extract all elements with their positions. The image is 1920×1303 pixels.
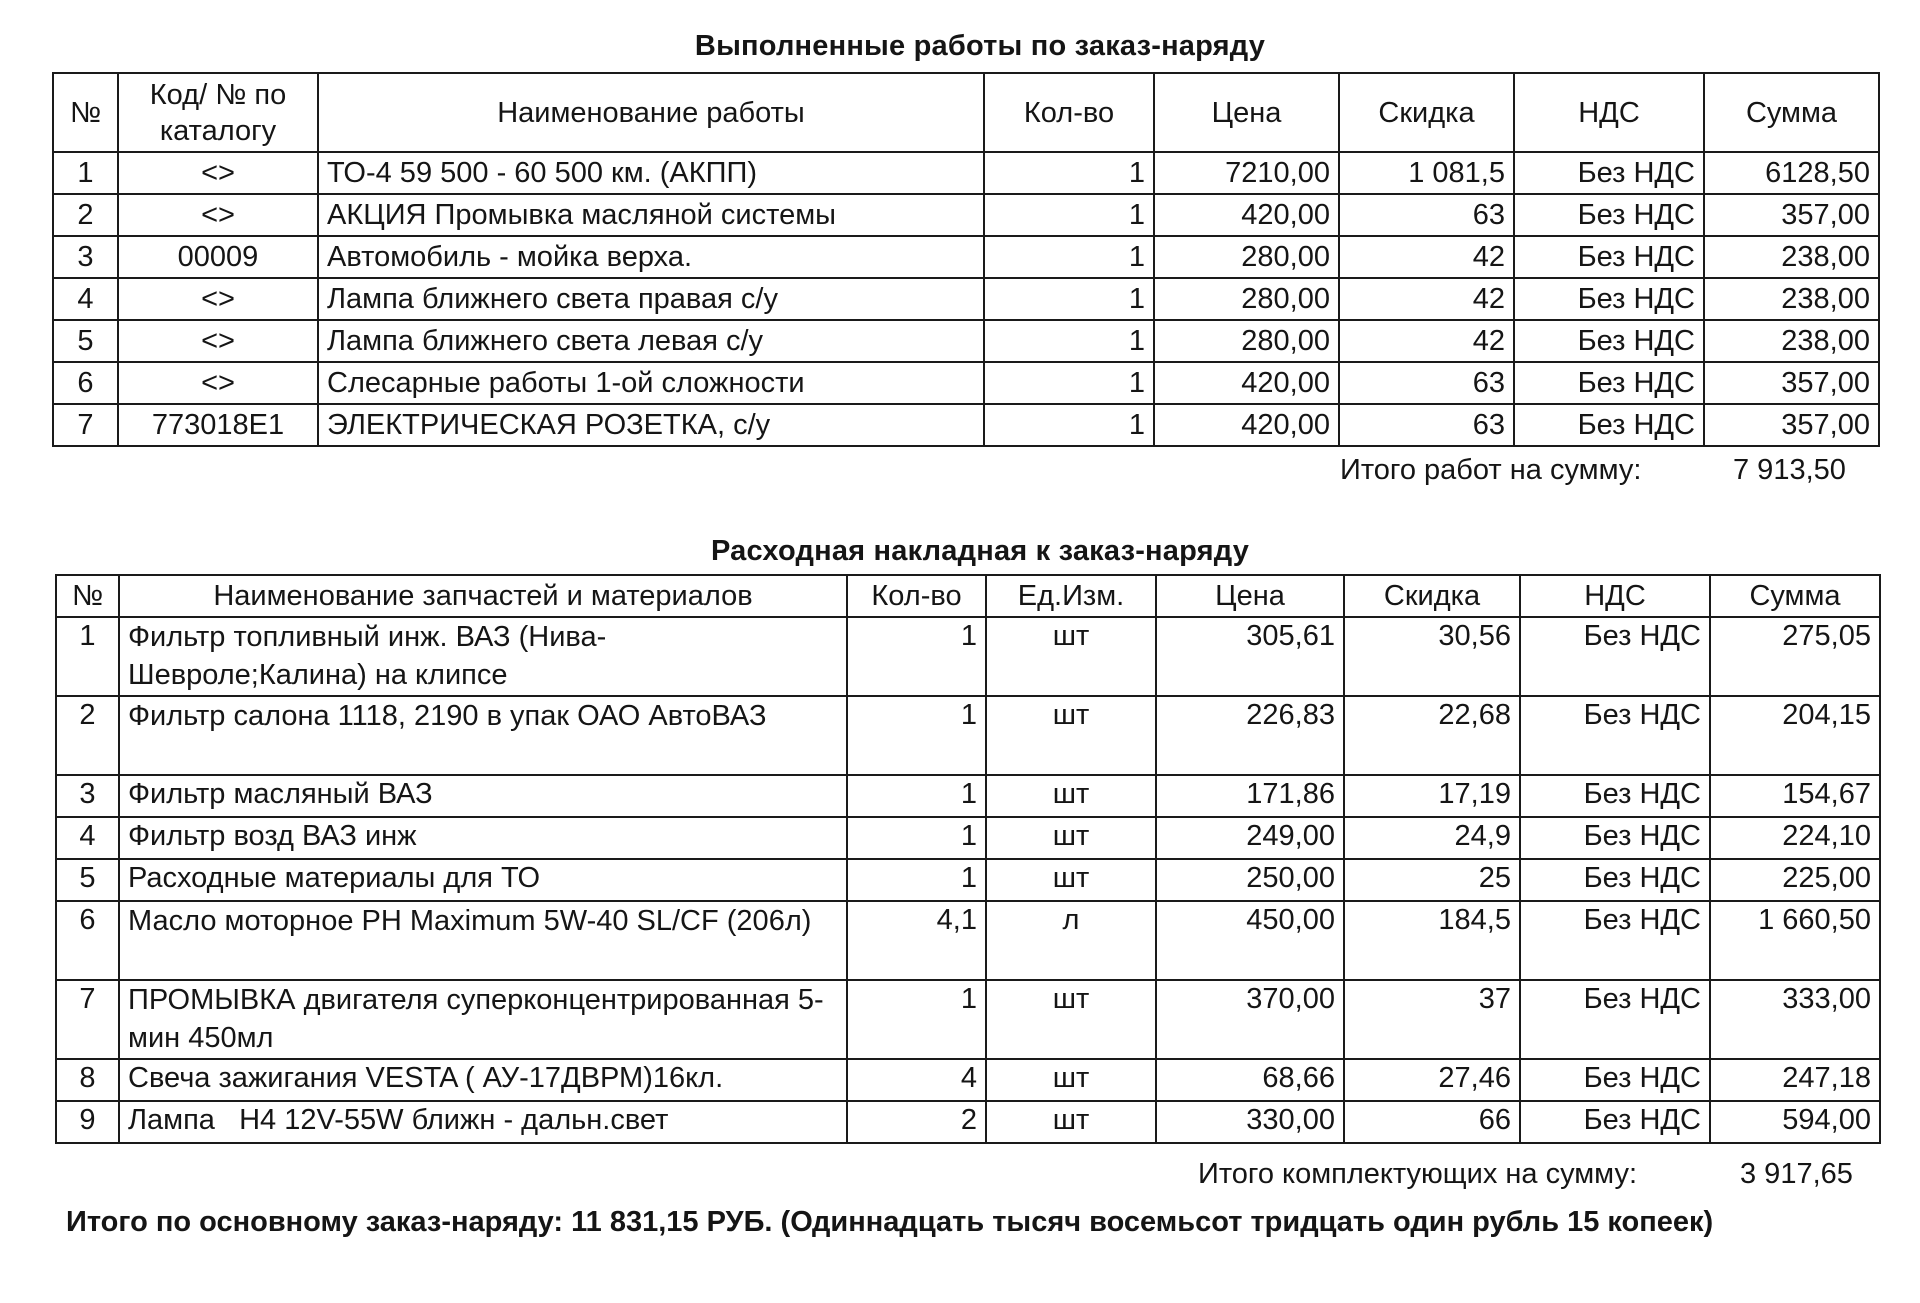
row-price: 280,00 xyxy=(1154,320,1339,362)
col-part-name: Наименование запчастей и материалов xyxy=(119,575,847,617)
grand-total: Итого по основному заказ-наряду: 11 831,15 РУБ. (Одиннадцать тысяч восемьсот тридцать один рубль 15 копеек) xyxy=(66,1206,1714,1238)
row-price: 450,00 xyxy=(1156,901,1344,980)
row-qty: 1 xyxy=(984,362,1154,404)
row-code: <> xyxy=(118,152,318,194)
row-sum: 225,00 xyxy=(1710,859,1880,901)
row-number: 3 xyxy=(56,775,119,817)
parts-header-row xyxy=(56,575,1880,617)
row-price: 280,00 xyxy=(1154,278,1339,320)
row-part-name: Фильтр возд ВАЗ инж xyxy=(119,817,847,859)
row-discount: 37 xyxy=(1344,980,1520,1059)
row-price: 280,00 xyxy=(1154,236,1339,278)
row-discount: 1 081,5 xyxy=(1339,152,1514,194)
row-discount: 27,46 xyxy=(1344,1059,1520,1101)
row-price: 420,00 xyxy=(1154,404,1339,446)
row-price: 249,00 xyxy=(1156,817,1344,859)
row-unit: шт xyxy=(986,617,1156,696)
table-row xyxy=(53,194,1879,236)
row-work-name: Автомобиль - мойка верха. xyxy=(318,236,984,278)
row-qty: 1 xyxy=(984,278,1154,320)
row-discount: 24,9 xyxy=(1344,817,1520,859)
row-vat: Без НДС xyxy=(1514,236,1704,278)
col-number: № xyxy=(53,73,118,152)
row-vat: Без НДС xyxy=(1520,901,1710,980)
row-price: 250,00 xyxy=(1156,859,1344,901)
row-unit: шт xyxy=(986,817,1156,859)
row-discount: 66 xyxy=(1344,1101,1520,1143)
works-total-value: 7 913,50 xyxy=(1733,454,1846,486)
col-number: № xyxy=(56,575,119,617)
row-number: 1 xyxy=(56,617,119,696)
row-part-name: Фильтр топливный инж. ВАЗ (Нива-Шевроле;Калина) на клипсе xyxy=(119,617,847,696)
row-sum: 247,18 xyxy=(1710,1059,1880,1101)
col-vat: НДС xyxy=(1520,575,1710,617)
row-number: 4 xyxy=(56,817,119,859)
row-vat: Без НДС xyxy=(1520,775,1710,817)
works-title: Выполненные работы по заказ-наряду xyxy=(694,30,1266,62)
works-header-row xyxy=(53,73,1879,152)
parts-total-label: Итого комплектующих на сумму: xyxy=(1198,1158,1638,1190)
row-qty: 1 xyxy=(984,194,1154,236)
row-work-name: ЭЛЕКТРИЧЕСКАЯ РОЗЕТКА, с/у xyxy=(318,404,984,446)
row-price: 420,00 xyxy=(1154,362,1339,404)
row-price: 7210,00 xyxy=(1154,152,1339,194)
parts-total-value: 3 917,65 xyxy=(1740,1158,1853,1190)
row-unit: шт xyxy=(986,859,1156,901)
row-vat: Без НДС xyxy=(1520,817,1710,859)
row-qty: 1 xyxy=(847,775,986,817)
table-row xyxy=(56,980,1880,1059)
row-qty: 1 xyxy=(984,152,1154,194)
row-sum: 594,00 xyxy=(1710,1101,1880,1143)
row-work-name: Слесарные работы 1-ой сложности xyxy=(318,362,984,404)
works-total-label: Итого работ на сумму: xyxy=(1340,454,1642,486)
table-row xyxy=(56,617,1880,696)
row-price: 226,83 xyxy=(1156,696,1344,775)
row-price: 330,00 xyxy=(1156,1101,1344,1143)
row-code: <> xyxy=(118,278,318,320)
row-vat: Без НДС xyxy=(1514,194,1704,236)
col-code: Код/ № по каталогу xyxy=(118,73,318,152)
table-row xyxy=(53,320,1879,362)
table-row xyxy=(56,1059,1880,1101)
row-discount: 22,68 xyxy=(1344,696,1520,775)
col-unit: Ед.Изм. xyxy=(986,575,1156,617)
row-number: 1 xyxy=(53,152,118,194)
row-number: 6 xyxy=(56,901,119,980)
row-sum: 333,00 xyxy=(1710,980,1880,1059)
row-vat: Без НДС xyxy=(1514,278,1704,320)
row-price: 171,86 xyxy=(1156,775,1344,817)
row-qty: 4,1 xyxy=(847,901,986,980)
row-part-name: ПРОМЫВКА двигателя суперконцентрированная 5-мин 450мл xyxy=(119,980,847,1059)
row-work-name: Лампа ближнего света левая с/у xyxy=(318,320,984,362)
col-vat: НДС xyxy=(1514,73,1704,152)
row-part-name: Свеча зажигания VESTA ( АУ-17ДВРМ)16кл. xyxy=(119,1059,847,1101)
row-vat: Без НДС xyxy=(1520,617,1710,696)
row-qty: 1 xyxy=(847,617,986,696)
row-vat: Без НДС xyxy=(1520,980,1710,1059)
row-sum: 357,00 xyxy=(1704,194,1879,236)
row-part-name: Фильтр масляный ВАЗ xyxy=(119,775,847,817)
row-unit: шт xyxy=(986,980,1156,1059)
row-qty: 1 xyxy=(847,980,986,1059)
table-row xyxy=(56,696,1880,775)
col-qty: Кол-во xyxy=(984,73,1154,152)
row-sum: 275,05 xyxy=(1710,617,1880,696)
table-row xyxy=(53,152,1879,194)
row-qty: 2 xyxy=(847,1101,986,1143)
table-row xyxy=(56,817,1880,859)
row-discount: 17,19 xyxy=(1344,775,1520,817)
row-discount: 63 xyxy=(1339,404,1514,446)
row-sum: 238,00 xyxy=(1704,236,1879,278)
parts-table xyxy=(55,574,1881,1144)
row-discount: 63 xyxy=(1339,194,1514,236)
col-discount: Скидка xyxy=(1339,73,1514,152)
row-qty: 4 xyxy=(847,1059,986,1101)
row-vat: Без НДС xyxy=(1514,362,1704,404)
row-qty: 1 xyxy=(847,696,986,775)
row-sum: 204,15 xyxy=(1710,696,1880,775)
row-sum: 154,67 xyxy=(1710,775,1880,817)
table-row xyxy=(56,859,1880,901)
row-discount: 42 xyxy=(1339,278,1514,320)
row-number: 2 xyxy=(53,194,118,236)
row-work-name: ТО-4 59 500 - 60 500 км. (АКПП) xyxy=(318,152,984,194)
row-code: 00009 xyxy=(118,236,318,278)
row-unit: шт xyxy=(986,696,1156,775)
row-sum: 1 660,50 xyxy=(1710,901,1880,980)
table-row xyxy=(53,404,1879,446)
row-discount: 30,56 xyxy=(1344,617,1520,696)
row-discount: 184,5 xyxy=(1344,901,1520,980)
row-price: 420,00 xyxy=(1154,194,1339,236)
table-row xyxy=(56,1101,1880,1143)
row-vat: Без НДС xyxy=(1514,404,1704,446)
row-number: 4 xyxy=(53,278,118,320)
row-part-name: Масло моторное PH Maximum 5W-40 SL/CF (206л) xyxy=(119,901,847,980)
row-code: <> xyxy=(118,320,318,362)
row-qty: 1 xyxy=(847,817,986,859)
row-sum: 238,00 xyxy=(1704,320,1879,362)
table-row xyxy=(53,278,1879,320)
row-sum: 6128,50 xyxy=(1704,152,1879,194)
row-qty: 1 xyxy=(847,859,986,901)
row-discount: 25 xyxy=(1344,859,1520,901)
row-part-name: Расходные материалы для ТО xyxy=(119,859,847,901)
table-row xyxy=(53,236,1879,278)
row-number: 8 xyxy=(56,1059,119,1101)
row-vat: Без НДС xyxy=(1520,1101,1710,1143)
row-code: <> xyxy=(118,362,318,404)
row-number: 3 xyxy=(53,236,118,278)
row-number: 5 xyxy=(56,859,119,901)
col-price: Цена xyxy=(1156,575,1344,617)
row-sum: 224,10 xyxy=(1710,817,1880,859)
works-table xyxy=(52,72,1880,447)
col-work-name: Наименование работы xyxy=(318,73,984,152)
row-unit: шт xyxy=(986,1059,1156,1101)
row-vat: Без НДС xyxy=(1520,696,1710,775)
table-row xyxy=(56,901,1880,980)
row-discount: 63 xyxy=(1339,362,1514,404)
table-row xyxy=(56,775,1880,817)
row-number: 7 xyxy=(56,980,119,1059)
row-unit: л xyxy=(986,901,1156,980)
row-qty: 1 xyxy=(984,404,1154,446)
row-qty: 1 xyxy=(984,236,1154,278)
row-price: 68,66 xyxy=(1156,1059,1344,1101)
row-unit: шт xyxy=(986,1101,1156,1143)
row-vat: Без НДС xyxy=(1514,320,1704,362)
row-price: 370,00 xyxy=(1156,980,1344,1059)
row-vat: Без НДС xyxy=(1514,152,1704,194)
row-qty: 1 xyxy=(984,320,1154,362)
row-sum: 357,00 xyxy=(1704,362,1879,404)
col-sum: Сумма xyxy=(1710,575,1880,617)
col-qty: Кол-во xyxy=(847,575,986,617)
row-work-name: АКЦИЯ Промывка масляной системы xyxy=(318,194,984,236)
row-number: 2 xyxy=(56,696,119,775)
row-vat: Без НДС xyxy=(1520,1059,1710,1101)
col-sum: Сумма xyxy=(1704,73,1879,152)
table-row xyxy=(53,362,1879,404)
row-sum: 357,00 xyxy=(1704,404,1879,446)
row-part-name: Фильтр салона 1118, 2190 в упак ОАО АвтоВАЗ xyxy=(119,696,847,775)
row-number: 6 xyxy=(53,362,118,404)
row-number: 7 xyxy=(53,404,118,446)
row-price: 305,61 xyxy=(1156,617,1344,696)
row-number: 9 xyxy=(56,1101,119,1143)
row-code: <> xyxy=(118,194,318,236)
col-discount: Скидка xyxy=(1344,575,1520,617)
row-part-name: Лампа H4 12V-55W ближн - дальн.свет xyxy=(119,1101,847,1143)
row-code: 773018E1 xyxy=(118,404,318,446)
row-unit: шт xyxy=(986,775,1156,817)
row-work-name: Лампа ближнего света правая с/у xyxy=(318,278,984,320)
col-price: Цена xyxy=(1154,73,1339,152)
row-discount: 42 xyxy=(1339,236,1514,278)
row-vat: Без НДС xyxy=(1520,859,1710,901)
parts-title: Расходная накладная к заказ-наряду xyxy=(710,535,1250,567)
row-number: 5 xyxy=(53,320,118,362)
row-sum: 238,00 xyxy=(1704,278,1879,320)
row-discount: 42 xyxy=(1339,320,1514,362)
